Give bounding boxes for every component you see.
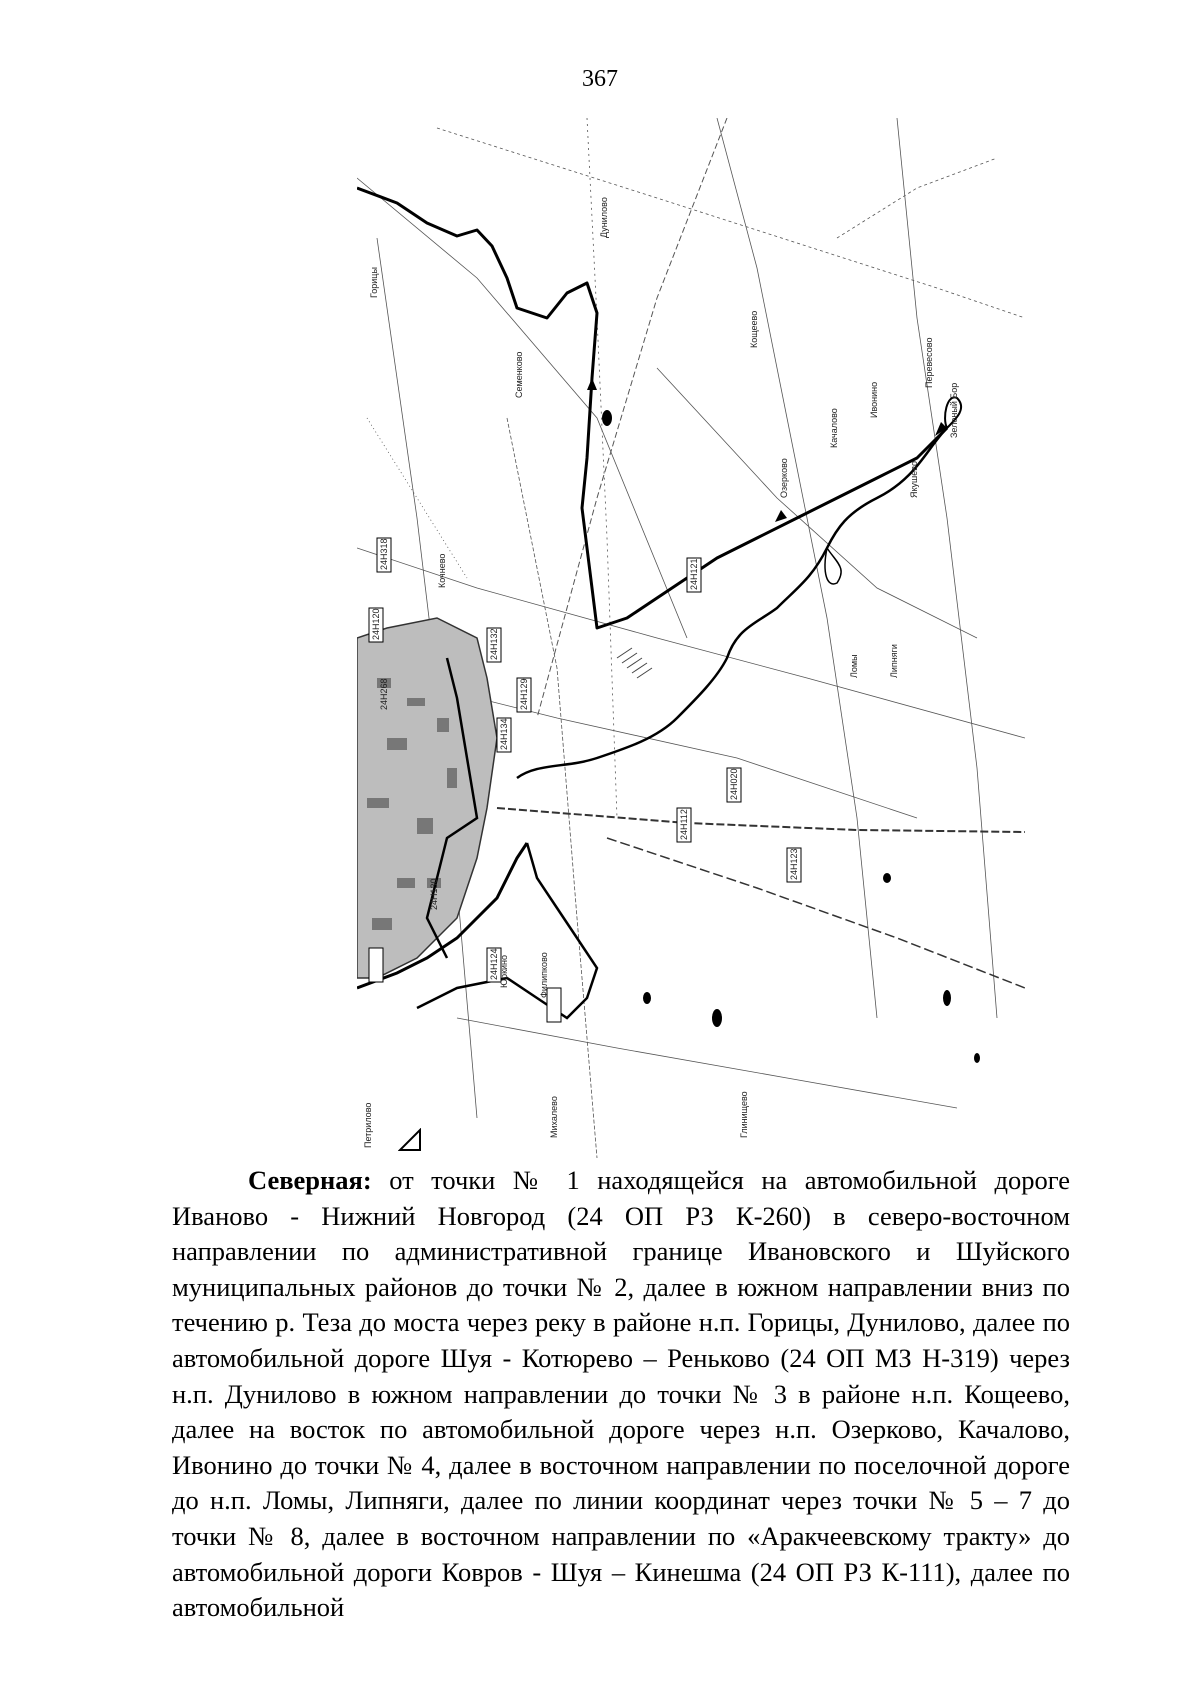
map-place-label: Ивонино xyxy=(869,381,879,418)
boundary-map xyxy=(357,118,1025,1158)
road-number-label: 24Н123 xyxy=(789,848,799,880)
map-place-label: Ломы xyxy=(849,654,859,678)
map-place-label: Михалево xyxy=(549,1096,559,1138)
road-number-label: 24Н120 xyxy=(371,608,381,640)
map-place-label: Кочнево xyxy=(437,553,447,588)
road-number-label: 24Н268 xyxy=(379,678,389,710)
road-number-label: 24Н020 xyxy=(729,768,739,800)
map-place-label: Зеленый Бор xyxy=(949,382,959,438)
map-place-label: Озерково xyxy=(779,458,789,498)
map-place-label: Липняги xyxy=(889,644,899,678)
map-place-label: Семенково xyxy=(514,351,524,398)
map-place-label: Дунилово xyxy=(599,197,609,238)
triangle-icon xyxy=(398,1128,422,1152)
road-number-label: 24Н112 xyxy=(679,809,689,840)
map-graphic xyxy=(357,118,1025,1158)
road-number-label: 24Н124 xyxy=(489,948,499,980)
road-number-label: 24Н132 xyxy=(489,628,499,660)
road-number-label: 24Н121 xyxy=(689,558,699,590)
page-number: 367 xyxy=(582,66,618,92)
map-place-label: Юркино xyxy=(499,954,509,988)
map-place-label: Перевесово xyxy=(924,337,934,388)
boundary-description xyxy=(172,1163,1070,1626)
road-number-label: 24Н134 xyxy=(499,718,509,750)
map-place-label: Качалово xyxy=(829,408,839,448)
road-number-label: 24Н130 xyxy=(429,878,439,910)
road-number-label: 24Н129 xyxy=(519,678,529,710)
map-place-label: Филипково xyxy=(539,952,549,998)
map-place-label: Глинищево xyxy=(739,1091,749,1138)
map-place-label: Петрилово xyxy=(363,1102,373,1148)
section-heading: Северная: xyxy=(248,1165,372,1195)
map-place-label: Горицы xyxy=(369,267,379,298)
paragraph-text: от точки № 1 находящейся на автомобильной дороге Иваново - Нижний Новгород (24 ОП РЗ К-260) в северо-восточном направлении по административной границе Ивановского и Шуйского муниципальных районов до точки № 2, далее в южном направлении вниз по течению р. Теза до моста через реку в районе н.п. Горицы, Дунилово, далее по автомобильной дороге Шуя - Котюрево – Реньково (24 ОП МЗ Н-319) через н.п. Дунилово в южном направлении до точки № 3 в районе н.п. Кощеево, далее на восток по автомобильной дороге через н.п. Озерково, Качалово, Ивонино до точки № 4, далее в восточном направлении по поселочной дороге до н.п. Ломы, Липняги, далее по линии координат через точки № 5 – 7 до точки № 8, далее в восточном направлении по «Аракчеевскому тракту» до автомобильной дороги Ковров - Шуя – Кинешма (24 ОП РЗ К-111), далее по автомобильной xyxy=(172,1165,1070,1623)
map-place-label: Кощеево xyxy=(749,310,759,348)
road-number-label: 24Н318 xyxy=(379,538,389,570)
map-place-label: Якушево xyxy=(909,461,919,498)
